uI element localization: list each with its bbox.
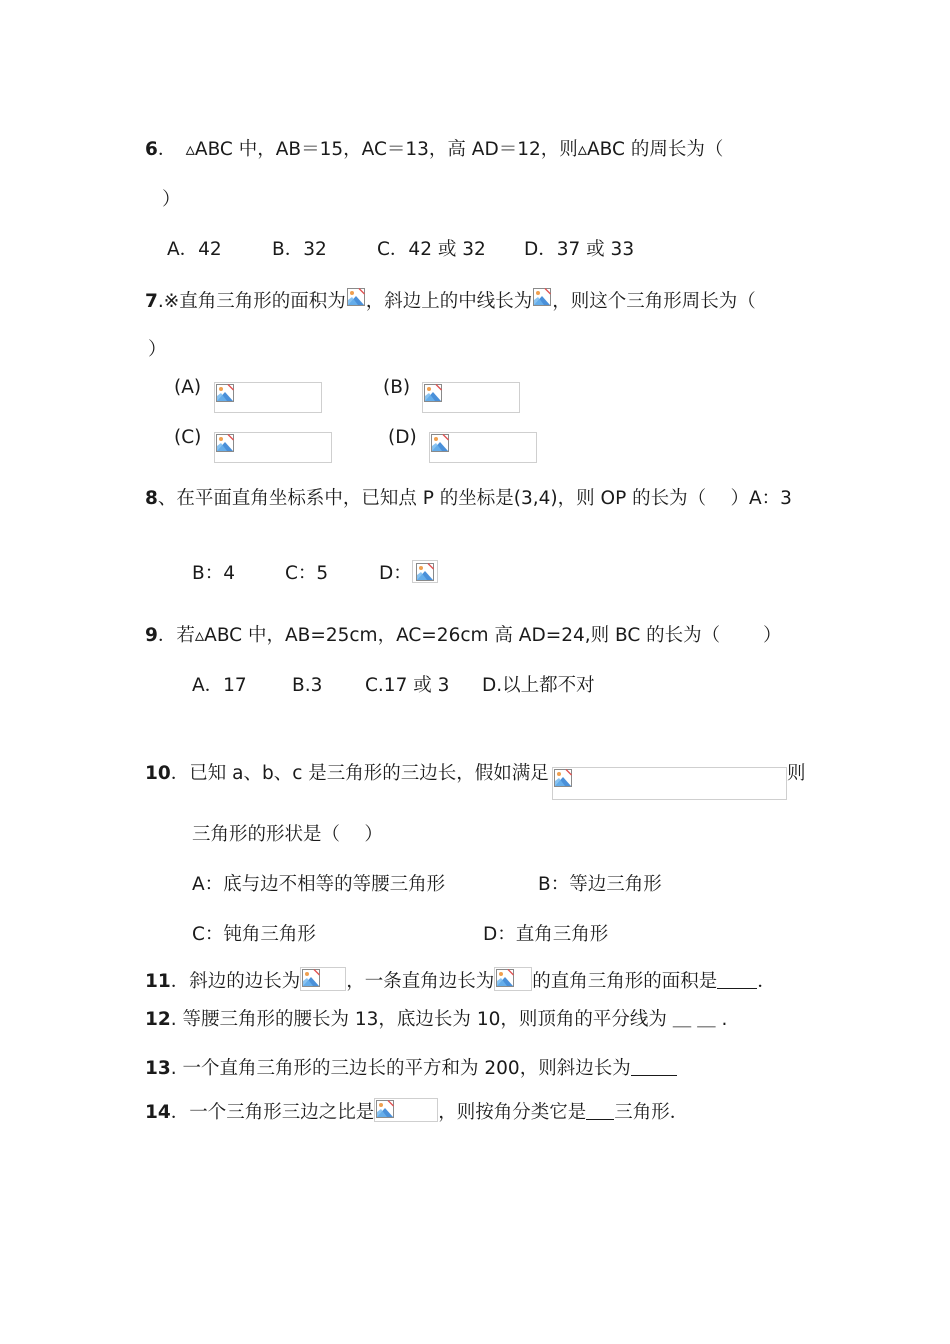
option-d-image	[412, 560, 438, 583]
option-c: C.17 或 3	[365, 675, 450, 696]
question-stem: . 等腰三角形的腰长为 13，底边长为 10，则顶角的平分线为 ＿ ＿ .	[170, 1009, 728, 1030]
question-stem: 、在平面直角坐标系中，已知点 P 的坐标是(3,4)，则 OP 的长为（ ）A：3	[157, 488, 792, 509]
question-stem: ． ▵ABC 中，AB＝15，AC＝13，高 AD＝12，则▵ABC 的周长为（	[157, 139, 724, 160]
question-number: 10	[145, 763, 171, 784]
question-number: 6	[145, 139, 158, 160]
option-b: B：等边三角形	[538, 874, 662, 895]
option-d-label: (D)	[388, 427, 417, 448]
option-b-label: (B)	[383, 377, 411, 398]
answer-blank[interactable]	[586, 1101, 614, 1120]
option-a: A：底与边不相等的等腰三角形	[192, 874, 446, 895]
question-stem: ．若▵ABC 中，AB=25cm，AC=26cm 高 AD=24,则 BC 的长为（ ）	[157, 625, 782, 646]
question-stem-part: ，斜边上的中线长为	[365, 291, 533, 312]
option-c: C．42 或 32	[377, 239, 486, 260]
option-a-image	[214, 382, 322, 413]
option-a: A．42	[167, 239, 222, 260]
question-6	[145, 137, 723, 163]
option-d: D．37 或 33	[524, 239, 635, 260]
option-d: D：直角三角形	[483, 924, 609, 945]
question-13	[145, 1056, 677, 1082]
leg-image	[494, 967, 532, 991]
question-7-close: ）	[148, 339, 167, 360]
option-d: D.以上都不对	[482, 675, 595, 696]
option-b-image	[422, 382, 520, 413]
question-12	[145, 1007, 727, 1033]
option-a: A．17	[192, 675, 247, 696]
question-stem-part: ，则按角分类它是	[438, 1102, 587, 1123]
question-stem-part: 三角形．	[614, 1102, 689, 1123]
question-number: 14	[145, 1102, 171, 1123]
question-stem-part: ．已知 a、b、c 是三角形的三边长，假如满足	[170, 763, 549, 784]
question-number: 11	[145, 971, 171, 992]
option-d: D：	[379, 563, 412, 584]
option-b: B：4	[192, 563, 235, 584]
question-6-close: ）	[162, 189, 181, 210]
question-stem-part: 则	[787, 763, 806, 784]
ratio-image	[374, 1098, 438, 1122]
broken-image-icon	[346, 287, 366, 311]
option-b: B.3	[292, 675, 323, 696]
question-number: 13	[145, 1058, 171, 1079]
question-14	[145, 1098, 688, 1126]
hypotenuse-image	[300, 967, 346, 991]
question-11	[145, 967, 776, 995]
question-9	[145, 623, 782, 649]
question-number: 12	[145, 1009, 171, 1030]
option-a-label: (A)	[174, 377, 202, 398]
condition-image	[552, 767, 787, 800]
option-c: C：钝角三角形	[192, 924, 316, 945]
question-number: 9	[145, 625, 158, 646]
answer-blank[interactable]	[631, 1057, 677, 1076]
option-d-image	[429, 432, 537, 463]
question-stem: . 一个直角三角形的三边长的平方和为 200，则斜边长为	[170, 1058, 631, 1079]
question-stem-part: 的直角三角形的面积是	[532, 971, 718, 992]
question-stem-part: ．一个三角形三边之比是	[170, 1102, 375, 1123]
question-number: 7	[145, 291, 158, 312]
question-stem-part: .※直角三角形的面积为	[157, 291, 346, 312]
option-c-label: (C)	[174, 427, 202, 448]
question-number: 8	[145, 488, 158, 509]
question-10-line2: 三角形的形状是（ ）	[192, 824, 383, 845]
broken-image-icon	[532, 287, 552, 311]
question-7	[145, 287, 756, 315]
question-10	[145, 761, 549, 787]
option-c-image	[214, 432, 332, 463]
question-8	[145, 486, 792, 512]
question-stem-part: ，一条直角边长为	[346, 971, 495, 992]
question-end: ．	[757, 971, 776, 992]
answer-blank[interactable]	[717, 970, 757, 989]
question-stem-part: ，则这个三角形周长为（	[552, 291, 756, 312]
option-b: B．32	[272, 239, 327, 260]
question-stem-part: ．斜边的边长为	[170, 971, 301, 992]
option-c: C：5	[285, 563, 329, 584]
